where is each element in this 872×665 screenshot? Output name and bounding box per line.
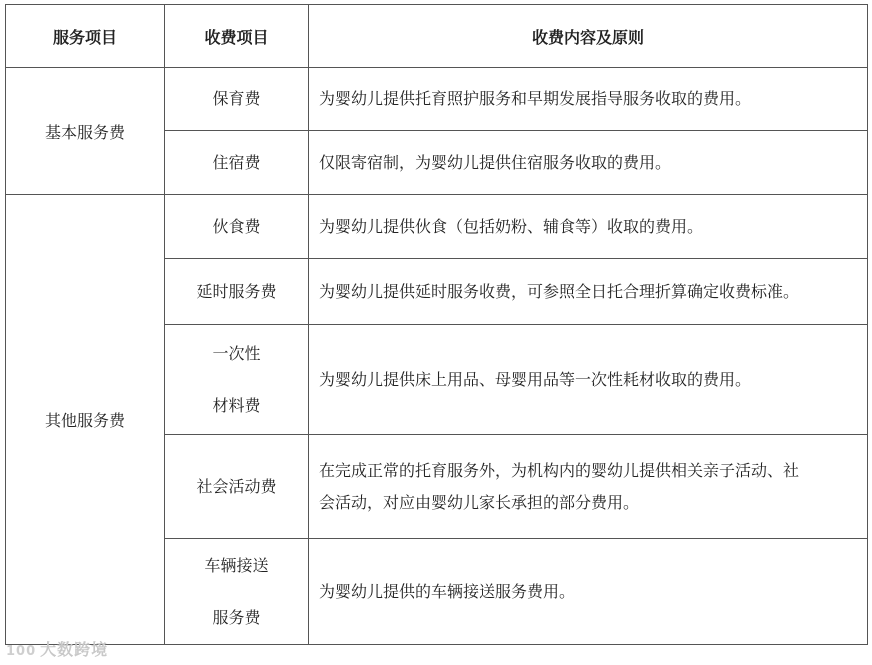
fee-content-cell	[309, 435, 868, 539]
table-row	[6, 195, 868, 259]
fee-item-cell	[165, 539, 309, 645]
watermark-logo: 100	[6, 644, 37, 659]
header-fee-content: 收费内容及原则	[309, 5, 868, 68]
table-row	[6, 68, 868, 131]
header-fee-item: 收费项目	[165, 5, 309, 68]
fee-item-line: 服务费	[212, 607, 261, 627]
fee-item-cell: 住宿费	[165, 131, 309, 195]
fee-table	[5, 4, 868, 645]
fee-content-cell: 为婴幼儿提供床上用品、母婴用品等一次性耗材收取的费用。	[309, 325, 868, 435]
fee-item-cell: 保育费	[165, 68, 309, 131]
fee-content-cell: 仅限寄宿制，为婴幼儿提供住宿服务收取的费用。	[309, 131, 868, 195]
service-cell-other: 其他服务费	[6, 195, 165, 645]
header-service-item: 服务项目	[6, 5, 165, 68]
fee-content-cell: 为婴幼儿提供托育照护服务和早期发展指导服务收取的费用。	[309, 68, 868, 131]
fee-content-line: 会活动，对应由婴幼儿家长承担的部分费用。	[319, 492, 640, 512]
fee-item-line: 材料费	[212, 395, 261, 415]
fee-item-cell	[165, 325, 309, 435]
fee-item-cell: 延时服务费	[165, 259, 309, 325]
fee-content-line: 在完成正常的托育服务外，为机构内的婴幼儿提供相关亲子活动、社	[319, 460, 800, 480]
fee-item-cell: 社会活动费	[165, 435, 309, 539]
fee-content-cell: 为婴幼儿提供伙食（包括奶粉、辅食等）收取的费用。	[309, 195, 868, 259]
watermark-text: 大数跨境	[40, 640, 109, 659]
fee-content-cell: 为婴幼儿提供延时服务收费，可参照全日托合理折算确定收费标准。	[309, 259, 868, 325]
fee-content-cell: 为婴幼儿提供的车辆接送服务费用。	[309, 539, 868, 645]
fee-item-cell: 伙食费	[165, 195, 309, 259]
fee-item-line: 车辆接送	[204, 555, 269, 575]
watermark	[6, 637, 108, 660]
fee-item-line: 一次性	[212, 343, 261, 363]
header-row	[6, 5, 868, 68]
service-cell-basic: 基本服务费	[6, 68, 165, 195]
